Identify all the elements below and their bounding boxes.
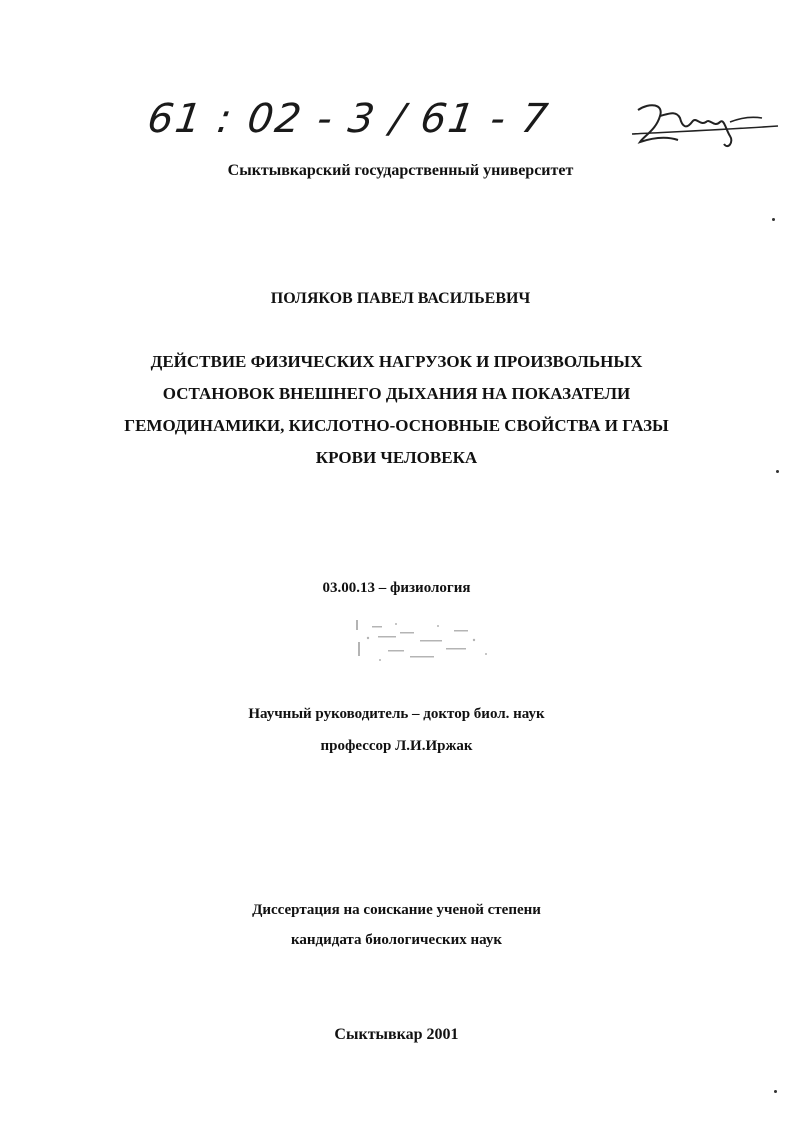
university-name: Сыктывкарский государственный университет xyxy=(227,162,574,179)
place-and-year: Сыктывкар 2001 xyxy=(334,1026,459,1043)
thesis-title-line-2: ОСТАНОВОК ВНЕШНЕГО ДЫХАНИЯ НА ПОКАЗАТЕЛИ xyxy=(162,384,631,403)
scan-speck xyxy=(772,218,775,221)
dissertation-line-2: кандидата биологических наук xyxy=(290,932,503,948)
dissertation-line-1: Диссертация на соискание ученой степени xyxy=(252,902,541,918)
thesis-title-line-3: ГЕМОДИНАМИКИ, КИСЛОТНО-ОСНОВНЫЕ СВОЙСТВА И ГАЗЫ xyxy=(124,416,669,435)
advisor-line-1: Научный руководитель – доктор биол. наук xyxy=(248,706,545,722)
signature-icon xyxy=(630,96,780,152)
scan-speck xyxy=(774,1090,777,1093)
author-name: ПОЛЯКОВ ПАВЕЛ ВАСИЛЬЕВИЧ xyxy=(270,290,531,307)
advisor-line-2: профессор Л.И.Иржак xyxy=(320,738,473,754)
thesis-title-line-4: КРОВИ ЧЕЛОВЕКА xyxy=(315,448,478,467)
scan-speck xyxy=(776,470,779,473)
thesis-title-line-1: ДЕЙСТВИЕ ФИЗИЧЕСКИХ НАГРУЗОК И ПРОИЗВОЛЬНЫХ xyxy=(150,352,643,371)
specialty-code: 03.00.13 – физиология xyxy=(322,580,471,596)
faded-stamp-icon xyxy=(350,612,500,670)
handwritten-catalog-code: 61 : 02 - 3 / 61 - 7 xyxy=(144,96,553,142)
